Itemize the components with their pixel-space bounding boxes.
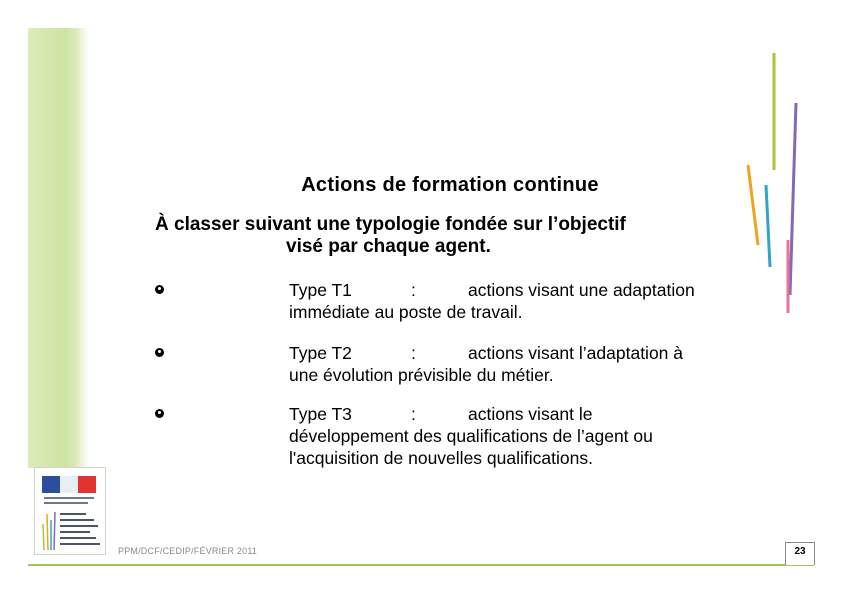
- item-type: Type T3: [289, 404, 352, 424]
- decor-line-cyan: [766, 185, 770, 267]
- item-type: Type T1: [289, 280, 352, 300]
- logo-text-mark: [60, 519, 94, 521]
- logo-text-mark: [60, 525, 98, 527]
- decorative-green-band: [28, 28, 90, 468]
- slide-subtitle: [155, 214, 755, 258]
- item-colon: :: [411, 404, 416, 424]
- item-text-line-1: actions visant une adaptation: [468, 280, 695, 300]
- footer-reference: PPM/DCF/CEDIP/FÉVRIER 2011: [118, 546, 258, 556]
- subtitle-line-2: visé par chaque agent.: [286, 236, 491, 257]
- item-colon: :: [411, 280, 416, 300]
- logo-text-mark: [60, 543, 100, 545]
- logo-text-mark: [60, 537, 96, 539]
- logo-text-mark: [60, 531, 90, 533]
- item-text-line-2: développement des qualifications de l’agent ou: [289, 426, 653, 446]
- slide-title: Actions de formation continue: [301, 174, 599, 196]
- item-text-line-2: immédiate au poste de travail.: [289, 302, 523, 322]
- page-number: 23: [785, 542, 815, 565]
- item-text-line-1: actions visant l’adaptation à: [468, 343, 683, 363]
- round-bullet-icon: [155, 348, 164, 357]
- logo-text-mark: [60, 513, 86, 515]
- item-colon: :: [411, 343, 416, 363]
- item-type: Type T2: [289, 343, 352, 363]
- list-item-t2: [289, 342, 759, 386]
- list-item-t1: [289, 279, 759, 323]
- bottom-divider: [28, 564, 814, 566]
- logo-text-mark: [44, 502, 88, 504]
- item-text-line-1: actions visant le: [468, 404, 593, 424]
- round-bullet-icon: [155, 285, 164, 294]
- subtitle-line-1: À classer suivant une typologie fondée sur l’objectif: [155, 214, 626, 235]
- item-text-line-2: une évolution prévisible du métier.: [289, 365, 554, 385]
- item-text-line-3: l'acquisition de nouvelles qualifications.: [289, 448, 593, 468]
- french-flag-icon: [42, 476, 96, 493]
- decor-line-purple: [790, 103, 796, 295]
- logo-text-mark: [44, 497, 94, 499]
- ministry-logo: [34, 467, 106, 555]
- logo-lines-icon: [39, 510, 59, 552]
- list-item-t3: [289, 403, 759, 469]
- round-bullet-icon: [155, 409, 164, 418]
